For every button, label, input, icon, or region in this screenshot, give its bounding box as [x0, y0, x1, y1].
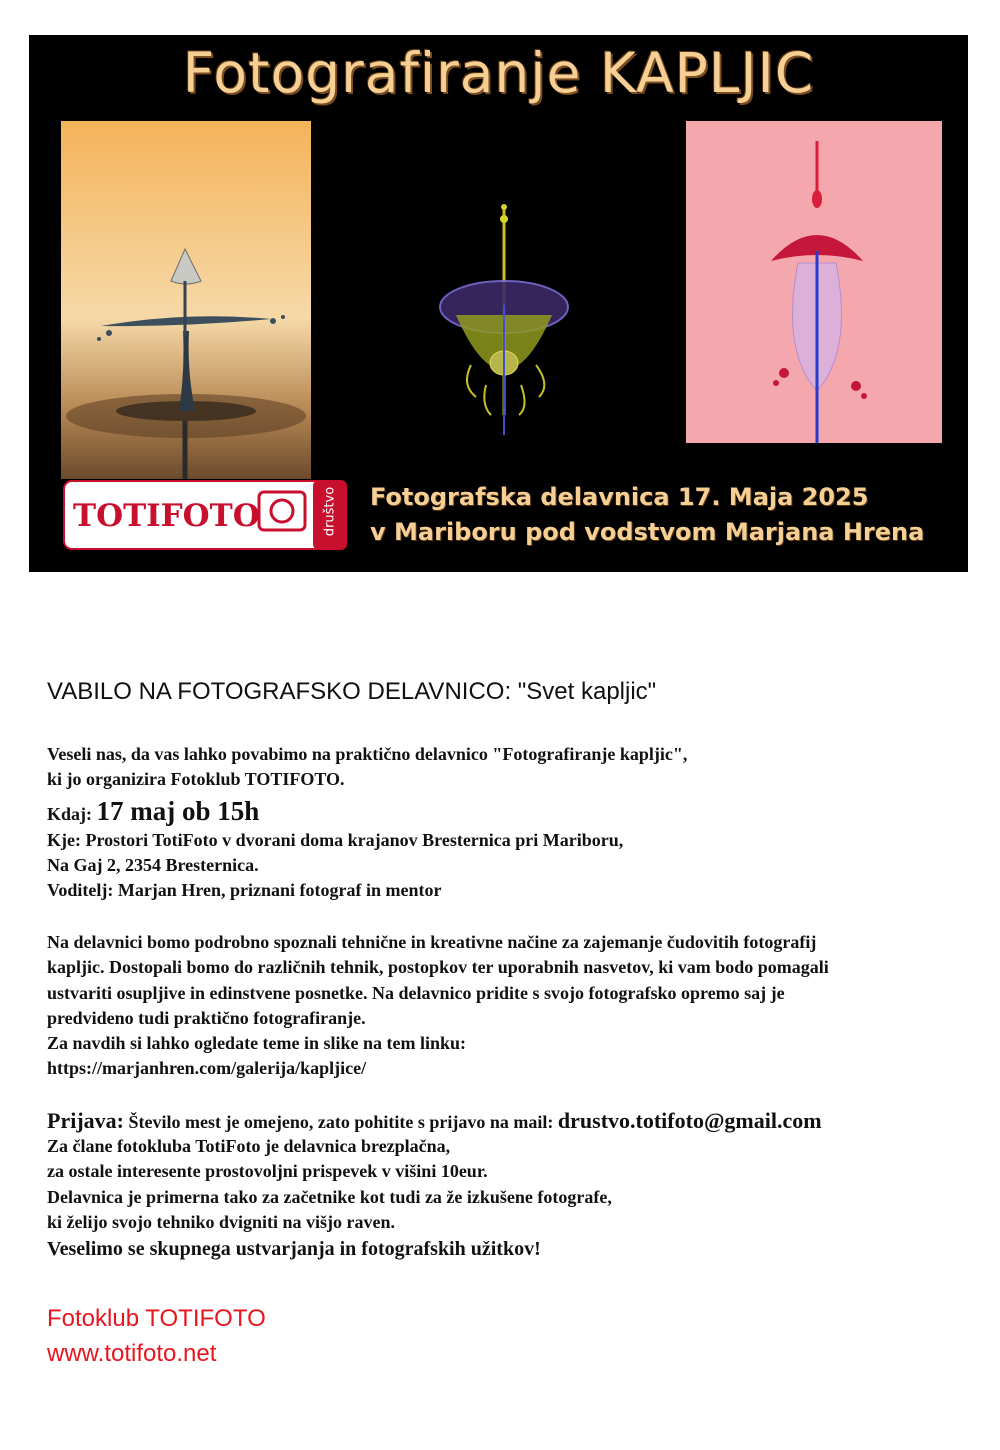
signup-line — [47, 1108, 822, 1134]
event-banner — [29, 35, 968, 572]
closing-line: Veselimo se skupnega ustvarjanja in fotografskih užitkov! — [47, 1238, 541, 1260]
signup-text: Število mest je omejeno, zato pohitite s prijavo na mail: — [123, 1112, 558, 1132]
drop-photo-dark — [361, 115, 647, 507]
banner-event-location: v Mariboru pod vodstvom Marjana Hrena — [370, 518, 925, 546]
inspiration-line: Za navdih si lahko ogledate teme in slike na tem linku: — [47, 1033, 467, 1053]
gallery-link[interactable]: https://marjanhren.com/galerija/kapljice/ — [47, 1058, 367, 1078]
fee-line-2: za ostale interesente prostovoljni prispevek v višini 10eur. — [47, 1161, 488, 1181]
when-label: Kdaj: — [47, 804, 92, 824]
intro-line-1: Veseli nas, da vas lahko povabimo na praktično delavnico "Fotografiranje kapljic", — [47, 744, 688, 764]
audience-line-2: ki želijo svojo tehniko dvigniti na višjo raven. — [47, 1212, 396, 1232]
signup-label: Prijava: — [47, 1108, 124, 1133]
footer-club-name: Fotoklub TOTIFOTO — [47, 1305, 266, 1332]
banner-event-date: Fotografska delavnica 17. Maja 2025 — [370, 483, 869, 511]
when-value: 17 maj ob 15h — [96, 796, 260, 826]
description-line-3: ustvariti osupljive in edinstvene posnetke. Na delavnico pridite s svojo fotografsko opremo saj je — [47, 983, 785, 1003]
description-line-4: predvideno tudi praktično fotografiranje. — [47, 1008, 366, 1028]
totifoto-logo — [63, 480, 347, 550]
banner-title: Fotografiranje KAPLJIC — [182, 41, 815, 105]
invitation-heading: VABILO NA FOTOGRAFSKO DELAVNICO: "Svet kapljic" — [47, 678, 657, 705]
where-line-2: Na Gaj 2, 2354 Bresternica. — [47, 855, 259, 875]
logo-side-label: društvo — [322, 486, 338, 537]
leader-line: Voditelj: Marjan Hren, priznani fotograf in mentor — [47, 880, 442, 900]
description-line-2: kapljic. Dostopali bomo do različnih tehnik, postopkov ter uporabnih nasvetov, ki vam bodo pomagali — [47, 957, 829, 977]
where-line-1: Kje: Prostori TotiFoto v dvorani doma krajanov Bresternica pri Mariboru, — [47, 830, 624, 850]
drop-photo-golden — [61, 121, 311, 479]
description-line-1: Na delavnici bomo podrobno spoznali tehnične in kreativne načine za zajemanje čudovitih fotografij — [47, 932, 817, 952]
logo-text: TOTIFOTO — [73, 498, 260, 534]
fee-line-1: Za člane fotokluba TotiFoto je delavnica brezplačna, — [47, 1136, 451, 1156]
footer-website-link[interactable]: www.totifoto.net — [47, 1340, 217, 1367]
when-line — [47, 796, 259, 827]
intro-line-2: ki jo organizira Fotoklub TOTIFOTO. — [47, 769, 345, 789]
audience-line-1: Delavnica je primerna tako za začetnike kot tudi za že izkušene fotografe, — [47, 1187, 612, 1207]
drop-photo-pink — [686, 121, 942, 443]
signup-email[interactable]: drustvo.totifoto@gmail.com — [557, 1108, 822, 1133]
